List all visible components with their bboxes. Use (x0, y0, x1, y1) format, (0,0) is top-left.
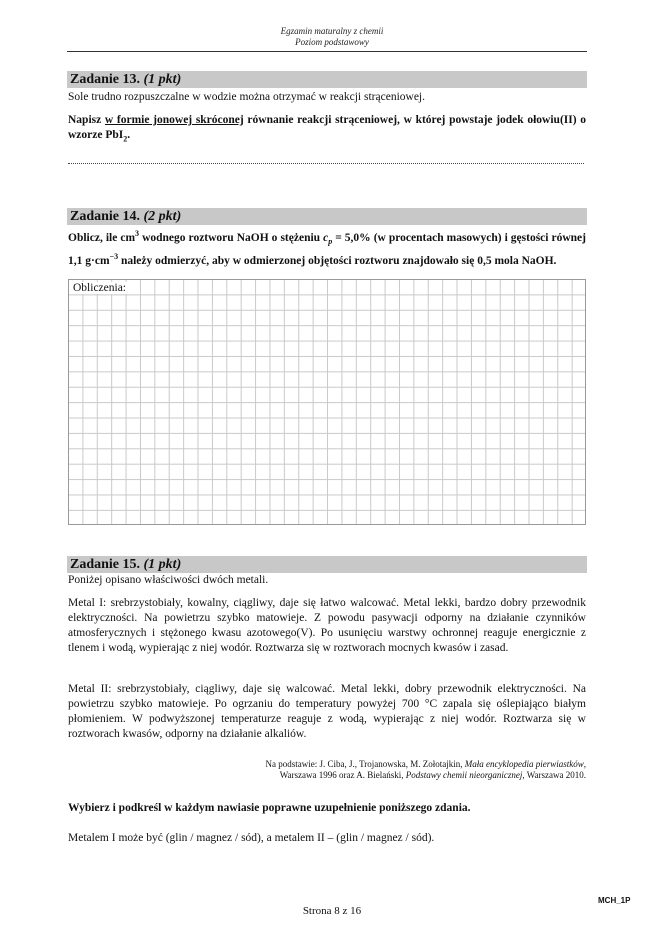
task-14-title-bar (67, 208, 587, 225)
task-13-points: (1 pkt) (143, 72, 182, 87)
calculation-label: Obliczenia: (73, 282, 127, 294)
metal-2-description: Metal II: srebrzystobiały, ciągliwy, daje się walcować. Metal lekki, dobry przewodnik elektryczności. Na powietrzu szybko matowieje. Po ogrzaniu do temperatury powyżej 700 °C zapala się oślepiająco białym płomieniem. W podwyższonej temperaturze reaguje z wodą, wypierając z niej wodór. Roztwarza się w roztworach kwasów, odporny na działanie alkaliów. (68, 683, 586, 740)
header-level: Poziom podstawowy (295, 37, 369, 47)
task-15-points: (1 pkt) (143, 557, 182, 572)
task-15-answer-sentence[interactable]: Metalem I może być (glin / magnez / sód), a metalem II – (glin / magnez / sód). (68, 832, 435, 844)
task-14-question: Oblicz, ile $cm^3$ wodnego roztworu NaOH o stężeniu $c_p = 5,0\%$ (w procentach masowych) i gęstości równej 1,1 $g\cdot cm^{-3}$ należy odmierzyć, aby w odmierzonej objętości roztworu znajdowało się 0,5 mola NaOH. (68, 229, 586, 267)
task-13-title: Zadanie 13. (70, 72, 141, 87)
task-13-title-bar (67, 71, 587, 88)
task-13-underlined-phrase: w formie jonowej skróconej (104, 114, 244, 126)
task-14-title: Zadanie 14. (70, 209, 141, 224)
task-13-answer-line[interactable] (68, 163, 584, 164)
header-divider (67, 51, 587, 52)
task-15-title-bar (67, 556, 587, 573)
exam-code: MCH_1P (598, 896, 631, 905)
source-citation: Na podstawie: J. Ciba, J., Trojanowska, M. Zołotajkin, Mała encyklopedia pierwiastków, Warszawa 1996 oraz A. Bielański, Podstawy chemii nieorganicznej, Warszawa 2010. (265, 759, 586, 780)
page-number: Strona 8 z 16 (302, 905, 362, 917)
header-exam-title: Egzamin maturalny z chemii (280, 26, 384, 36)
task-15-title: Zadanie 15. (70, 557, 141, 572)
task-13-instruction: Napisz w formie jonowej skróconej równanie reakcji strąceniowej, w której powstaje jodek ołowiu(II) o wzorze PbI$_2$. (68, 114, 586, 144)
task-15-intro: Poniżej opisano właściwości dwóch metali. (68, 574, 269, 586)
task-13-intro: Sole trudno rozpuszczalne w wodzie można otrzymać w reakcji strąceniowej. (68, 91, 425, 103)
page-header (0, 26, 664, 48)
task-14-points: (2 pkt) (143, 209, 182, 224)
calculation-grid[interactable] (68, 279, 586, 525)
metal-1-description: Metal I: srebrzystobiały, kowalny, ciągliwy, daje się łatwo walcować. Metal lekki, bardzo dobry przewodnik elektryczności. Na powietrzu szybko matowieje. Z powodu pasywacji odporny na działanie czynników atmosferycznych i stężonego kwasu azotowego(V). Po usunięciu warstwy ochronnej reaguje energicznie z tlenem i wodą, wypierając z niej wodór. Roztwarza się w roztworach mocnych kwasów i zasad. (68, 597, 586, 654)
task-15-instruction: Wybierz i podkreśl w każdym nawiasie poprawne uzupełnienie poniższego zdania. (68, 802, 471, 814)
